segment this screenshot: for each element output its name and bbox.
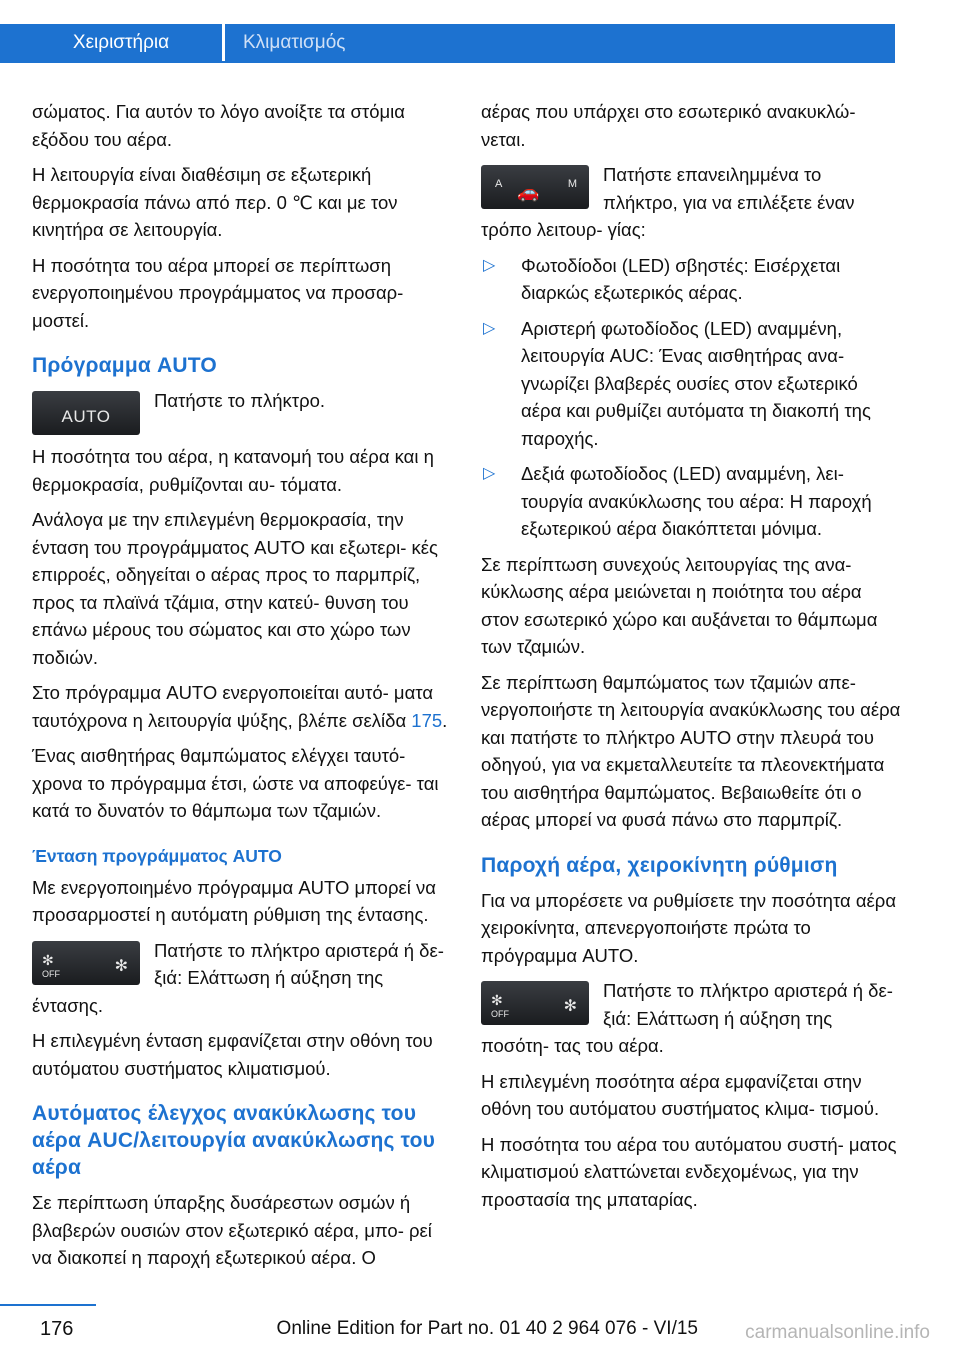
paragraph: Σε περίπτωση ύπαρξης δυσάρεστων οσμών ή βλαβερών ουσιών στον εξωτερικό αέρα, μπο‐ ρεί να διακοπεί η παροχή εξωτερικού αέρα. Ο [32,1192,432,1268]
car-recirculation-icon: 🚗 [517,182,540,202]
paragraph: Ένας αισθητήρας θαμπώματος ελέγχει ταυτό‐ χρονα το πρόγραμμα έτσι, ώστε να αποφεύγε‐ ται κατά το δυνατόν το θάμπωμα των τζαμιών. [32,745,439,821]
paragraph: Η ποσότητα του αέρα μπορεί σε περίπτωση ενεργοποιημένου προγράμματος να προσαρ‐ μοστεί. [32,254,404,331]
paragraph: Για να μπορέσετε να ρυθμίσετε την ποσότητα αέρα χειροκίνητα, απενεργοποιήστε πρώτα το πρόγραμμα AUTO. [481,889,897,966]
paragraph: Ανάλογα με την επιλεγμένη θερμοκρασία, την ένταση του προγράμματος AUTO και εξωτερι‐ κές επιρροές, οδηγείται ο αέρας προς το παρμπρίζ, προς τα πλαϊνά τζάμια, στην κατεύ‐ θυνση του επάνω μέρους του σώματος και στο χώρο των ποδιών. [32,509,438,668]
fan-button-image [32,941,140,985]
paragraph: Σε περίπτωση συνεχούς λειτουργίας της ανα‐ κύκλωσης αέρα μειώνεται η ποιότητα του αέρα στον εσωτερικό χώρο και αυξάνεται το θάμπωμα των τζαμιών. [481,553,878,657]
fan-button-image [481,981,589,1025]
fan-large-icon: ✻ [114,957,128,975]
list-item: ▷ Αριστερή φωτοδίοδος (LED) αναμμένη, λειτουργία AUC: Ένας αισθητήρας ανα‐ γνωρίζει βλαβερές ουσίες στον εξωτερικό αέρα και ρυθμίζει αυτόματα τη διακοπή της παροχής. [481,315,901,453]
paragraph: Η επιλεγμένη ένταση εμφανίζεται στην οθόνη του αυτόματου συστήματος κλιματισμού. [32,1030,433,1079]
recirculation-button-image [481,165,589,209]
paragraph: Στο πρόγραμμα AUTO ενεργοποιείται αυτό‐ ματα ταυτόχρονα η λειτουργία ψύξης, βλέπε σελίδα 175. [32,682,448,731]
header-bar [0,0,960,62]
fan-small-icon: ✻ [491,992,503,1008]
heading-auc: Αυτόματος έλεγχος ανακύκλωσης του αέρα AUC/λειτουργία ανακύκλωσης του αέρα [32,1102,436,1179]
recirc-button-row [481,161,901,244]
edition-text: Online Edition for Part no. 01 40 2 964 076 - VI/15 [276,1318,698,1339]
fan-button-row [481,977,901,1060]
paragraph: Πατήστε το πλήκτρο αριστερά ή δε‐ ξιά: Ελάττωση ή αύξηση της έντασης. [32,939,444,1016]
page-link[interactable]: 175 [411,709,443,731]
fan-large-icon: ✻ [563,998,577,1015]
watermark: carmanualsonline.info [745,1322,930,1343]
paragraph: Σε περίπτωση θαμπώματος των τζαμιών απε‐ νεργοποιήστε τη λειτουργία ανακύκλωσης του αέρα και πατήστε το πλήκτρο AUTO στην πλευρά του οδηγού, για να εκμεταλλευτείτε τα πλεονεκτήματα του αισθητήρα θαμπώματος. Βεβαιωθείτε ότι ο αέρας μπορεί να φυσά πάνω στο παρμπρίζ. [481,671,901,830]
paragraph: Πατήστε το πλήκτρο αριστερά ή δε‐ ξιά: Ελάττωση ή αύξηση της ποσότη‐ τας του αέρα. [481,980,893,1056]
m-label: M [567,178,577,190]
header-divider [0,61,895,63]
triangle-bullet-icon: ▷ [483,256,496,274]
heading-auto-program: Πρόγραμμα AUTO [32,354,217,377]
paragraph: αέρας που υπάρχει στο εσωτερικό ανακυκλώ‐ νεται. [481,101,856,150]
list-item: ▷ Δεξιά φωτοδίοδος (LED) αναμμένη, λει‐ τουργία ανακύκλωσης του αέρα: Η παροχή εξωτερικού αέρα διακόπτεται μόνιμα. [481,460,901,543]
left-column [32,98,452,1280]
off-label: OFF [42,968,60,979]
page-number: 176 [40,1318,74,1340]
paragraph: Πατήστε το πλήκτρο. [154,390,326,411]
auto-button-image [32,391,140,435]
paragraph: Πατήστε επανειλημμένα το πλήκτρο, για να επιλέξετε έναν τρόπο λειτουρ‐ γίας: [481,164,855,240]
a-label: A [495,178,503,190]
auto-button-row [32,387,452,443]
heading-manual-air: Παροχή αέρα, χειροκίνητη ρύθμιση [481,853,838,877]
tab-controls[interactable]: Χειριστήρια [0,24,222,62]
triangle-bullet-icon: ▷ [483,465,496,482]
auto-button-label: AUTO [61,407,111,426]
paragraph: Η επιλεγμένη ποσότητα αέρα εμφανίζεται στην οθόνη του αυτόματου συστήματος κλιμα‐ τισμού. [481,1070,880,1119]
paragraph: Η λειτουργία είναι διαθέσιμη σε εξωτερική θερμοκρασία πάνω από περ. 0 ℃ και με τον κινητήρα σε λειτουργία. [32,164,398,240]
triangle-bullet-icon: ▷ [483,319,496,337]
paragraph: Η ποσότητα του αέρα του αυτόματου συστή‐ ματος κλιματισμού ελαττώνεται ενδεχομένως, για την προστασία της μπαταρίας. [481,1133,897,1210]
mode-list [481,252,901,543]
off-label: OFF [491,1009,509,1019]
paragraph: Η ποσότητα του αέρα, η κατανομή του αέρα και η θερμοκρασία, ρυθμίζονται αυ‐ τόματα. [32,446,434,495]
right-column [481,98,901,1221]
fan-button-row [32,937,452,1020]
list-item: ▷ Φωτοδίοδοι (LED) σβηστές: Εισέρχεται διαρκώς εξωτερικός αέρας. [481,252,901,307]
footer-divider [0,1304,96,1306]
heading-auto-intensity: Ένταση προγράμματος AUTO [32,845,282,866]
fan-small-icon: ✻ [42,951,54,968]
tab-climate[interactable]: Κλιματισμός [225,24,895,62]
paragraph: σώματος. Για αυτόν το λόγο ανοίξτε τα στόμια εξόδου του αέρα. [32,101,405,150]
paragraph: Με ενεργοποιημένο πρόγραμμα AUTO μπορεί να προσαρμοστεί η αυτόματη ρύθμιση της έντασης. [32,876,436,925]
